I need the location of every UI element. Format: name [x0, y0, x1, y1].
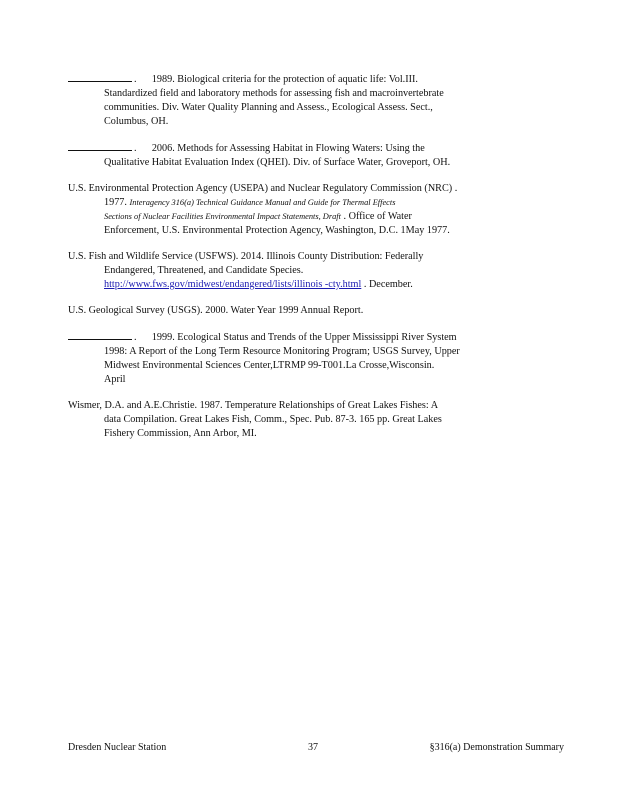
- reference-text: Wismer, D.A. and A.E.Christie. 1987. Temperature Relationships of Great Lakes Fishes: A: [68, 400, 439, 411]
- reference-text: 1989. Biological criteria for the protection of aquatic life: Vol.III.: [151, 74, 418, 85]
- reference-text: data Compilation. Great Lakes Fish, Comm., Spec. Pub. 87-3. 165 pp. Great Lakes: [104, 414, 442, 425]
- reference-text: 1977.: [104, 197, 130, 208]
- reference-title-italic: Interagency 316(a) Technical Guidance Manual and Guide for Thermal Effects: [129, 198, 396, 207]
- reference-text: communities. Div. Water Quality Planning and Assess., Ecological Assess. Sect.,: [104, 102, 433, 113]
- reference-text: 1998: A Report of the Long Term Resource Monitoring Program; USGS Survey, Upper: [104, 346, 460, 357]
- reference-text: . December.: [361, 279, 413, 290]
- reference-usfws-2014: [68, 250, 530, 292]
- reference-text: Columbus, OH.: [104, 116, 169, 127]
- reference-text: Qualitative Habitat Evaluation Index (QHEI). Div. of Surface Water, Groveport, OH.: [104, 157, 451, 168]
- reference-text: April: [104, 374, 126, 385]
- reference-text: Enforcement, U.S. Environmental Protection Agency, Washington, D.C. 1May 1977.: [104, 225, 450, 236]
- reference-text: . Office of Water: [340, 211, 412, 222]
- reference-text: U.S. Environmental Protection Agency (USEPA) and Nuclear Regulatory Commission (NRC) .: [68, 183, 458, 194]
- references-list: [68, 72, 530, 453]
- footer-page-number: 37: [308, 742, 318, 753]
- footer-document-title: §316(a) Demonstration Summary: [429, 742, 564, 753]
- author-repeat-line: [68, 330, 132, 340]
- reference-usgs-1999: . 1999. Ecological Status and Trends of the Upper Mississippi River System 1998: A Report of the Long Term Resource Monitoring Program; USGS Survey, Upper Midwest Environmental Sciences Center,LTRMP 99-T001.La Crosse,Wisconsin. April: [68, 330, 530, 387]
- reference-title-italic: Sections of Nuclear Facilities Environmental Impact Statements, Draft: [104, 212, 341, 221]
- reference-text: 2006. Methods for Assessing Habitat in Flowing Waters: Using the: [151, 143, 425, 154]
- reference-wismer-1987: [68, 399, 530, 441]
- reference-text: U.S. Fish and Wildlife Service (USFWS). 2014. Illinois County Distribution: Federally: [68, 251, 424, 262]
- reference-text: Fishery Commission, Ann Arbor, MI.: [104, 428, 257, 439]
- reference-text: Endangered, Threatened, and Candidate Species.: [104, 265, 304, 276]
- author-repeat-line: [68, 141, 132, 151]
- reference-text: Midwest Environmental Sciences Center,LTRMP 99-T001.La Crosse,Wisconsin.: [104, 360, 435, 371]
- reference-ohepa-1989: . 1989. Biological criteria for the protection of aquatic life: Vol.III. Standardized field and laboratory methods for assessing fish and macroinvertebrate communities. Div. Water Quality Planning and Assess., Ecological Assess. Sect., Columbus, OH.: [68, 72, 530, 129]
- author-repeat-line: [68, 72, 132, 82]
- footer-station-name: Dresden Nuclear Station: [68, 742, 167, 753]
- reference-text: Standardized field and laboratory methods for assessing fish and macroinvertebrate: [104, 88, 444, 99]
- reference-text: U.S. Geological Survey (USGS). 2000. Water Year 1999 Annual Report.: [68, 305, 364, 316]
- reference-ohepa-2006: . 2006. Methods for Assessing Habitat in Flowing Waters: Using the Qualitative Habitat Evaluation Index (QHEI). Div. of Surface Water, Groveport, OH.: [68, 141, 530, 170]
- reference-text: 1999. Ecological Status and Trends of the Upper Mississippi River System: [151, 332, 457, 343]
- reference-usepa-nrc-1977: [68, 182, 530, 238]
- reference-usgs-2000: [68, 304, 530, 318]
- reference-url-link[interactable]: http://www.fws.gov/midwest/endangered/lists/illinois -cty.html: [104, 279, 362, 290]
